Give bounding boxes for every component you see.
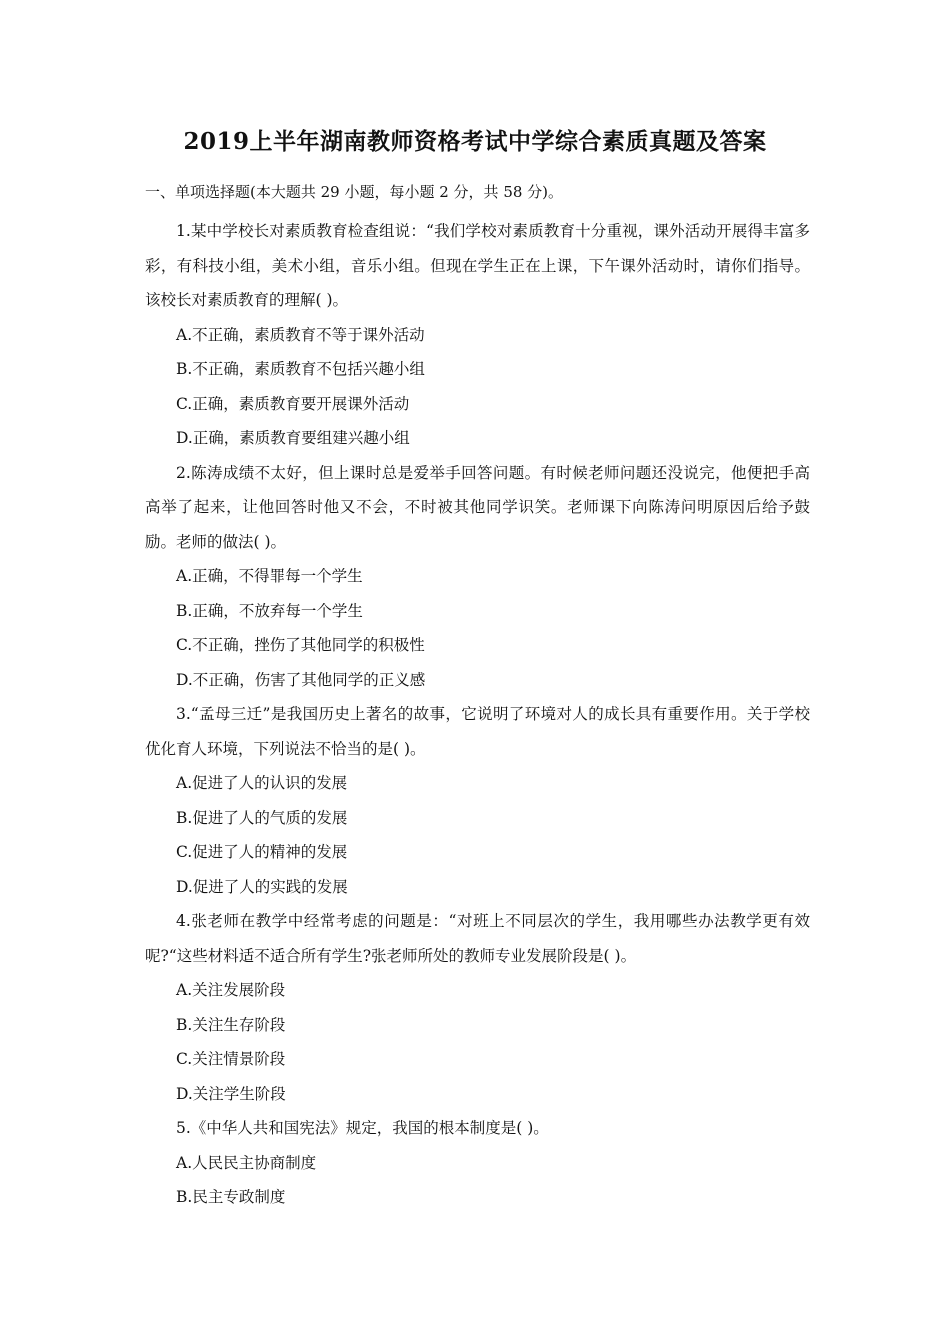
question-5 [145, 1111, 810, 1215]
question-stem: 1.某中学校长对素质教育检查组说：“我们学校对素质教育十分重视，课外活动开展得丰富多彩，有科技小组，美术小组，音乐小组。但现在学生正在上课，下午课外活动时，请你们指导。该校长对素质教育的理解( )。 [145, 222, 810, 309]
option-b: B.不正确，素质教育不包括兴趣小组 [176, 360, 425, 378]
question-2 [145, 456, 810, 698]
option-b: B.正确，不放弃每一个学生 [176, 601, 363, 620]
question-stem: 4.张老师在教学中经常考虑的问题是：“对班上不同层次的学生，我用哪些办法教学更有效呢?“这些材料适不适合所有学生?张老师所处的教师专业发展阶段是( )。 [145, 912, 810, 965]
option-b: B.促进了人的气质的发展 [176, 808, 348, 827]
option-b: B.关注生存阶段 [176, 1015, 286, 1034]
option-c: C.关注情景阶段 [176, 1050, 286, 1068]
option-a: A.人民民主协商制度 [176, 1153, 317, 1172]
option-d: D.促进了人的实践的发展 [176, 877, 348, 896]
option-d: D.不正确，伤害了其他同学的正义感 [176, 670, 426, 689]
option-c: C.促进了人的精神的发展 [176, 843, 348, 861]
option-d: D.正确，素质教育要组建兴趣小组 [176, 429, 410, 447]
section-heading: 一、单项选择题(本大题共 29 小题，每小题 2 分，共 58 分)。 [145, 183, 564, 201]
option-c: C.正确，素质教育要开展课外活动 [176, 394, 410, 413]
question-1 [145, 214, 810, 456]
question-stem: 3.“孟母三迁”是我国历史上著名的故事，它说明了环境对人的成长具有重要作用。关于学校优化育人环境，下列说法不恰当的是( )。 [145, 705, 810, 758]
option-c: C.不正确，挫伤了其他同学的积极性 [176, 636, 425, 654]
question-stem: 5.《中华人共和国宪法》规定，我国的根本制度是( )。 [176, 1119, 549, 1137]
question-stem: 2.陈涛成绩不太好，但上课时总是爱举手回答问题。有时候老师问题还没说完，他便把手高高举了起来，让他回答时他又不会，不时被其他同学识笑。老师课下向陈涛问明原因后给予鼓励。老师的做法( )。 [145, 463, 810, 551]
option-a: A.关注发展阶段 [176, 981, 286, 999]
question-4 [145, 904, 810, 1111]
option-a: A.不正确，素质教育不等于课外活动 [176, 325, 425, 344]
page-title: 2019上半年湖南教师资格考试中学综合素质真题及答案 [183, 128, 767, 155]
option-a: A.正确，不得罪每一个学生 [176, 567, 363, 585]
option-a: A.促进了人的认识的发展 [176, 774, 348, 792]
option-d: D.关注学生阶段 [176, 1084, 286, 1103]
question-3 [145, 697, 810, 904]
document-body [145, 180, 810, 1215]
option-b: B.民主专政制度 [176, 1188, 286, 1206]
